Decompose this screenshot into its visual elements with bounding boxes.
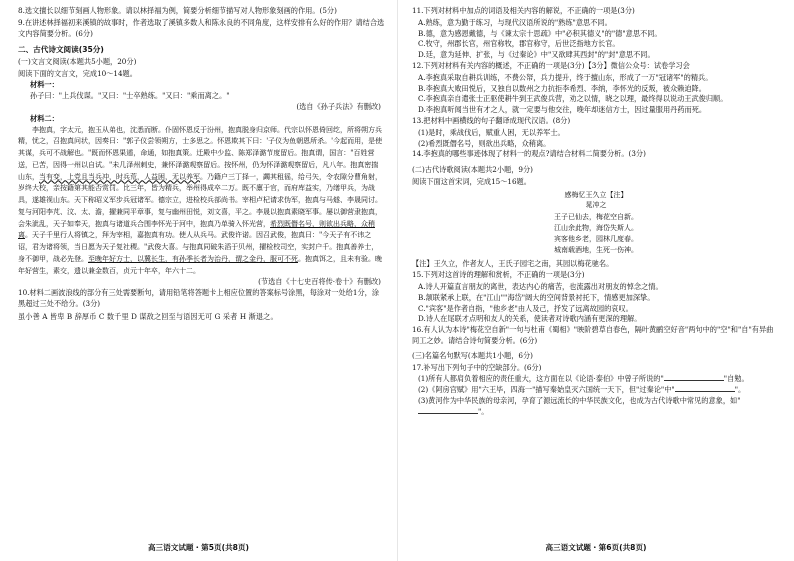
- question-15-option-d: D.诗人在尾联才点明和友人的关系，使读者对诗歌内涵有更深的理解。: [418, 314, 642, 324]
- question-17-item-2-text: (2)《阿房宫赋》用"六王毕，四海一"描写秦始皇灭六国统一天下，但"过秦论"中": [418, 385, 675, 395]
- question-11-option-a: A.熟练，意为勤于练习，与现代汉语所说的"熟练"意思不同。: [418, 17, 612, 27]
- question-12-option-c: C.李抱真亲自遣张士正驱使耕牛到王武俊兵营，劝之以情，晓之以理，最终得以说动王武俊归顺。: [418, 94, 728, 104]
- poem-line: 宾客他乡老，园林几度春。: [554, 235, 638, 244]
- question-17-item-3-text: (3)黄河作为中华民族的母亲河，孕育了源远流长的中华民族文化，也成为古代诗歌中常见的意象，如": [418, 396, 741, 406]
- question-11-option-b: B.德，意为感恩戴德，与《谏太宗十思疏》中"必积其德义"的"德"意思不同。: [418, 28, 662, 38]
- question-15: 15.下列对这首诗的理解和赏析，不正确的一项是(3分): [412, 270, 585, 280]
- question-17-item-2: [418, 385, 780, 396]
- question-12: 12.下列对材料有关内容的概述，不正确的一项是(3分)【3分】微信公众号：试卷学习会: [412, 60, 690, 70]
- subsection-intro-poetry: 阅读下面这首宋词，完成15～16题。: [412, 176, 531, 186]
- question-17-item-1: [418, 374, 780, 385]
- question-15-option-b: B.颔联紧承上联，在"江山""海岱"阔大的空间背景衬托下，情感更加深挚。: [418, 292, 655, 302]
- question-11-option-d: D.廷，意为延伸、扩张，与《过秦论》中"又欲肆其西封"的"封"意思不同。: [418, 50, 655, 60]
- subsection-title-wenyan: (一)文言文阅读(本题共5小题，20分): [18, 56, 137, 66]
- poem-author: 晁冲之: [585, 201, 607, 210]
- question-9: 9.在讲述林择福初来溪镇的故事时，作者选取了溪镇多数人和陈永良的不同角度，这样安排有么好的作用？请结合选文内容简要分析。(6分): [18, 17, 385, 38]
- question-17-item-2-end: "。: [734, 385, 746, 395]
- subsection-title-dictation: (三)名篇名句默写(本题共1小题，6分): [412, 350, 533, 360]
- question-17-item-1-text: (1)所有人都肩负着相应的责任重大，这方面在以《论语·泰伯》中曾子所说的": [418, 374, 664, 384]
- answer-blank[interactable]: [664, 374, 724, 381]
- material-2-label: 材料二：: [30, 113, 59, 123]
- passage-part-a: 李抱真，字太元，抱玉从弟也，沈悉而断。仆固怀恩反于汾州，抱真脱身归京师。代宗以怀恩倚回纥，所将朔方兵精，忧之，召抱真问状，因奏曰："郭子仪尝领朔方，士多思之。怀恩欺其下曰：'子仪为鱼朝恩所杀。'今起而用，是使其谋，兵可不战解也。"既而怀恩果遁，命通，如抱真策。迁殿中少监、陈郑泽潞节度留后。抱真谓，国言："百姓营送，已苦，因得一州以自试。"未几泽州刺史，兼怀泽潞观察留后。按怀州，仍为怀泽潞观察留后，凡八年。抱真密揣山东，: [18, 125, 383, 181]
- question-12-option-a: A.李抱真采取自耕兵训练，不费公帑，兵力提升，终于擅山东，形成了一万"冠诸军"的精兵。: [418, 72, 713, 82]
- subsection-title-poetry: (二)古代诗歌阅读(本题共2小题，9分): [412, 165, 533, 175]
- passage-part-c: 。天子千里行人将镇之，拜为宰相，嘉抱真有功。使人从兵马。武俊许诺。因召武俊，抱真曰："今天子有不讳之诏，君为诸将领，当日愿为天子复社稷。"武俊大喜。与抱真同破朱滔于贝州，擢检校司空，实封户千。抱真善养士，身不御甲，战必先登。: [18, 231, 379, 263]
- poem-block: [412, 190, 780, 257]
- page-footer-left: 高三语文试题・第5页(共8页): [147, 542, 250, 552]
- question-17-item-3-end: "。: [478, 406, 489, 416]
- subsection-intro: 阅读下面的文言文，完成10～14题。: [18, 68, 137, 78]
- section-title-classical: 二、古代诗文阅读(35分): [18, 45, 104, 55]
- question-17-item-3: [418, 396, 780, 418]
- material-1-text: 孙子曰："上兵伐谋。"又曰："士卒熟练。"又曰："乘而离之。": [30, 91, 230, 101]
- question-11-option-c: C.牧守，州郡长官，州官称牧，郡官称守，后世泛指地方长官。: [418, 39, 620, 49]
- material-1-label: 材料一：: [30, 80, 59, 90]
- question-13-item-1: (1)是时，乘战伐后，赋重人困，无以养军士。: [418, 127, 565, 137]
- material-2-source: (节选自《十七史百将传·卷十》有删改): [258, 277, 381, 287]
- question-12-option-b: B.李抱真大败田悦后，又独自以数州之力抗拒李希烈、李纳，李怀光的反叛，被众赖迫降。: [418, 83, 706, 93]
- question-13-item-2: (2)希烈既僭名号，则欲出兵略，众稍离。: [418, 138, 551, 148]
- question-12-option-d: D.李抱真听闻当世有才之人，就一定要与他交往，晚年却迷信方士，因过量服用丹药而死。: [418, 105, 707, 115]
- answer-blank[interactable]: [418, 407, 478, 414]
- question-16: 16.有人认为本诗"梅花空自新"一句与杜甫《蜀相》"映阶碧草自春色，隔叶黄鹂空好音"两句中的"空"和"自"有异曲同工之妙。请结合诗句简要分析。(6分): [412, 325, 774, 346]
- poem-line: 城南载酒地，生死一伤神。: [554, 246, 638, 255]
- question-17: 17.补写出下列句子中的空缺部分。(6分): [412, 362, 542, 372]
- material-2-passage: [18, 125, 385, 278]
- passage-underline-2: 至晚年好方士，以冀长生，有孙季长者为治丹，谓之金丹，服可不死: [88, 254, 298, 263]
- question-15-option-a: A.诗人开篇直言朋友的离世，表达内心的痛苦，也流露出对朋友的悼念之情。: [418, 282, 663, 292]
- question-13: 13.把材料中画横线的句子翻译成现代汉语。(8分): [412, 115, 571, 125]
- passage-part-d: 。抱真饵之，且未有验。晚年好营生，素交，遗以兼金数百，贞元十年卒，年六十二。: [18, 254, 382, 275]
- right-page: [397, 0, 794, 561]
- question-8: 8.选文擅长以细节刻画人物形象。请以林择福为例，简要分析细节描写对人物形象刻画的作用。(5分): [18, 6, 337, 15]
- passage-part-b: 。乃籍户三丁择一，蠲其租徭，给弓矢，令农隙分曹角射，岁终大校，亲按籍第其能否赏罚。比三年，皆为精兵，举州得成卒二万。既不廪于官，而府库益实，乃缮甲兵，为战具，遂雄视山东。天下称昭义军步兵冠诸军。德宗立，进检校兵部尚书。宰相卢杞请求伪军，抱真与马燧、李晟同讨。复与河阳李芃、汶、太、澹，擢兼同平章事，复与幽州田悦，刘文喜，平之。李晟以抱真素晓军事。屡以御营隶抱真，会朱泚乱，天子如奉天，抱真与诸道兵合围李怀光于河中，抱真乃单骑入怀光营，: [18, 172, 382, 228]
- page-footer-right: 高三语文试题・第6页(共8页): [545, 542, 647, 552]
- question-14: 14.李抱真的哪些事迹体现了材料一的观点?请结合材料二简要分析。(3分): [412, 149, 646, 159]
- poem-title: 感梅忆王久立【注】: [564, 190, 628, 199]
- passage-underline-1: 希烈既僭名号，则欲出兵略，众稍离: [18, 219, 375, 240]
- answer-blank[interactable]: [675, 385, 735, 392]
- poem-note: 【注】王久立，作者友人，王氏子园宅之南，其园以梅花驰名。: [412, 258, 614, 268]
- question-15-option-c: C."宾客"是作者自指，"他乡老"由人及己，抒发了远离故园的哀叹。: [418, 303, 633, 313]
- question-10: 10.材料二画波浪线的部分有三处需要断句，请用铅笔将答题卡上相应位置的答案标号涂黑，每涂对一处给1分，涂黑超过三处不给分。(3分): [18, 288, 380, 308]
- question-17-item-1-end: "自勉。: [723, 374, 749, 384]
- material-1-source: (选自《孙子兵法》有删改): [296, 101, 381, 111]
- passage-wavy-line: 当有变，上党且当兵冲，时兵荒，人益困，无以养军: [39, 172, 200, 181]
- question-11: 11.下列对材料中加点的词语及相关内容的解说，不正确的一项是(3分): [412, 6, 635, 15]
- poem-line: 王子已仙去，梅花空自新。: [554, 212, 638, 221]
- question-10-options: 虽小善 A 皆卑 B 辞厚币 C 数千里 D 谋敌之回至与语因无可 G 采者 H 渐退之。: [18, 311, 278, 321]
- poem-line: 江山余此物，海岱失斯人。: [554, 223, 638, 232]
